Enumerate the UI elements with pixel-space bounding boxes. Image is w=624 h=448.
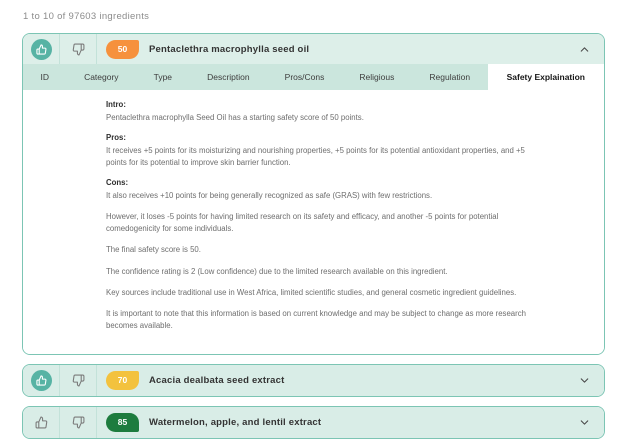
card-header: [23, 407, 604, 438]
card-title-area: [97, 34, 564, 64]
chevron-up-icon: [578, 43, 591, 56]
tab-pros-cons[interactable]: Pros/Cons: [284, 72, 325, 82]
card-header: [23, 365, 604, 396]
thumbs-up-button[interactable]: [23, 365, 60, 396]
safety-score-badge: 85: [106, 413, 139, 432]
section-paragraph: [106, 211, 532, 235]
section-intro: [106, 100, 532, 124]
thumbs-up-icon: [31, 370, 52, 391]
safety-score-badge: 50: [106, 40, 139, 59]
section-heading: Pros:: [106, 133, 126, 143]
section-body: It receives +5 points for its moisturizing and nourishing properties, +5 points for its potential antioxidant properties, and +5 points for its potential to improve skin barrier function.: [106, 146, 525, 168]
ingredient-card-watermelon: [22, 406, 605, 439]
section-body: Pentaclethra macrophylla Seed Oil has a starting safety score of 50 points.: [106, 113, 364, 122]
section-paragraph: [106, 244, 532, 256]
expand-button[interactable]: [564, 365, 604, 396]
thumbs-down-icon: [72, 416, 85, 429]
tab-description[interactable]: Description: [207, 72, 250, 82]
ingredient-name: Pentaclethra macrophylla seed oil: [149, 43, 310, 55]
ingredient-card-pentaclethra: [22, 33, 605, 355]
ingredient-card-acacia: [22, 364, 605, 397]
results-summary: 1 to 10 of 97603 ingredients: [23, 11, 150, 22]
card-title-area: [97, 365, 564, 396]
card-header: [23, 34, 604, 64]
tab-safety-explaination[interactable]: Safety Explaination: [488, 64, 604, 90]
section-heading: Cons:: [106, 178, 129, 188]
thumbs-up-button[interactable]: [23, 407, 60, 438]
section-paragraph: [106, 287, 532, 299]
tab-id[interactable]: ID: [40, 72, 50, 82]
section-body: It is important to note that this information is based on current knowledge and may be subject to change as more research becomes available.: [106, 308, 526, 330]
tab-type[interactable]: Type: [153, 72, 173, 82]
section-cons: [106, 178, 532, 202]
tab-religious[interactable]: Religious: [359, 72, 395, 82]
section-pros: [106, 133, 532, 169]
ingredient-name: Watermelon, apple, and lentil extract: [149, 416, 322, 428]
card-title-area: [97, 407, 564, 438]
safety-score-badge: 70: [106, 371, 139, 390]
chevron-down-icon: [578, 374, 591, 387]
detail-tabbar: [23, 64, 604, 90]
thumbs-down-icon: [72, 374, 85, 387]
section-paragraph: [106, 266, 532, 278]
thumbs-down-button[interactable]: [60, 34, 97, 64]
section-body: It also receives +10 points for being generally recognized as safe (GRAS) with few restrictions.: [106, 191, 433, 201]
ingredient-name: Acacia dealbata seed extract: [149, 374, 285, 386]
thumbs-down-icon: [72, 43, 85, 56]
safety-explaination-content: [23, 90, 604, 354]
expand-button[interactable]: [564, 407, 604, 438]
section-body: The final safety score is 50.: [106, 245, 201, 255]
section-paragraph: [106, 308, 532, 332]
thumbs-up-icon: [31, 39, 52, 60]
tab-regulation[interactable]: Regulation: [429, 72, 471, 82]
section-body: The confidence rating is 2 (Low confidence) due to the limited research available on this ingredient.: [106, 266, 448, 276]
thumbs-down-button[interactable]: [60, 407, 97, 438]
tab-category[interactable]: Category: [84, 72, 119, 82]
section-body: However, it loses -5 points for having limited research on its safety and efficacy, and another -5 points for potential comedogenicity for some individuals.: [106, 212, 499, 234]
section-body: Key sources include traditional use in West Africa, limited scientific studies, and general cosmetic ingredient guidelines.: [106, 287, 517, 297]
thumbs-down-button[interactable]: [60, 365, 97, 396]
collapse-button[interactable]: [564, 34, 604, 64]
thumbs-up-icon: [35, 416, 48, 429]
chevron-down-icon: [578, 416, 591, 429]
thumbs-up-button[interactable]: [23, 34, 60, 64]
section-heading: Intro:: [106, 100, 126, 109]
